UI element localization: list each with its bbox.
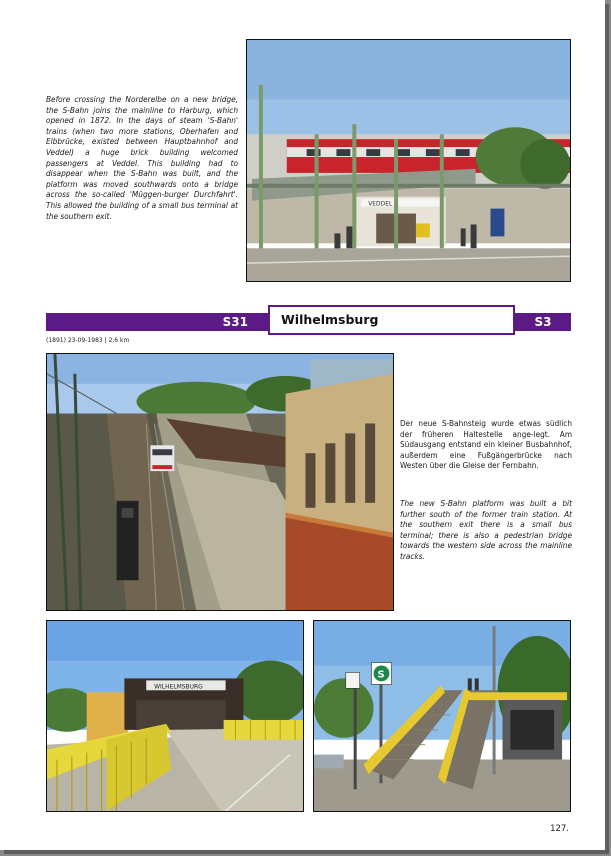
wilhelmsburg-sign-text: WILHELMSBURG xyxy=(154,683,203,691)
photo-platform-train xyxy=(46,353,394,611)
station-meta: (1891) 23-09-1983 | 2,6 km xyxy=(46,337,130,344)
photo-station-entrance xyxy=(46,620,304,812)
s-bahn-sign-text: S xyxy=(377,669,385,681)
photo-veddel-station xyxy=(246,39,571,282)
page-number: 127. xyxy=(550,824,569,834)
description-text-en: The new S-Bahn platform was built a bit further south of the former train station. At the southern exit there is a small bus terminal; there is also a pedestrian bridge towards the western side across the mainline tracks. xyxy=(400,498,572,561)
photo-pedestrian-bridge xyxy=(313,620,571,812)
description-text-de: Der neue S-Bahnsteig wurde etwas südlich der früheren Haltestelle ange-legt. Am Südausgang entstand ein kleiner Busbahnhof, außerdem eine Fußgängerbrücke nach Westen über die Gleise der Fernbahn. xyxy=(400,418,572,471)
intro-text-en: Before crossing the Norderelbe on a new bridge, the S-Bahn joins the mainline to Harburg, which opened in 1872. In the days of steam 'S-Bahn' trains (when two more stations, Oberhafen and Elbbrücke, existed between Hauptbahnhof and Veddel) a huge brick building welcomed passengers at Veddel. This building had to disappear when the S-Bahn was built, and the platform was moved southwards onto a bridge across the so-called 'Müggen-burger Durchfahrt'. This allowed the building of a small bus terminal at the southern exit. xyxy=(46,94,238,221)
line-badge-s3: S3 xyxy=(534,315,552,329)
line-badge-s31: S31 xyxy=(222,315,248,329)
veddel-sign-text: VEDDEL xyxy=(368,200,393,208)
station-name: Wilhelmsburg xyxy=(268,305,515,335)
